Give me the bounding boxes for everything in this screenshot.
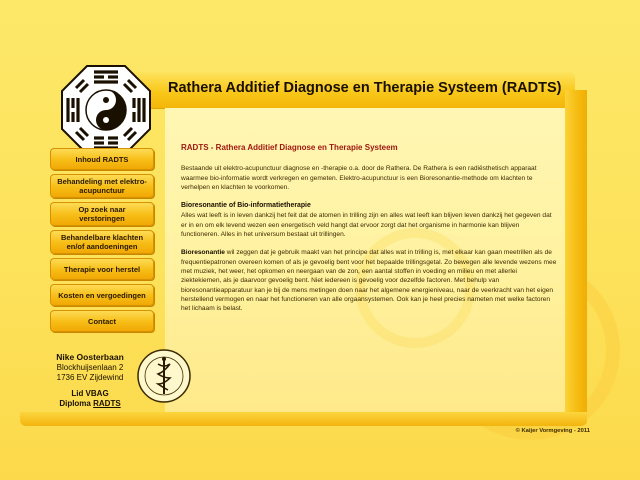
- yin-yang-bagua-icon: [60, 64, 152, 156]
- nav-item-kosten[interactable]: [50, 284, 154, 306]
- diploma-prefix: Diploma: [59, 398, 91, 408]
- nav-item-label: Therapie voor herstel: [63, 264, 141, 274]
- contact-city: 1736 EV Zijdewind: [56, 372, 124, 382]
- footer-credit: © Kaijer Vormgeving - 2011: [515, 428, 590, 434]
- section-heading: Bioresonantie of Bio-informatietherapie: [181, 202, 311, 210]
- bioresonantie-text: wil zeggen dat je gebruik maakt van het principe dat alles wat in trilling is, met elkaar kan gaan meetrillen als de frequentiepatronen overeen komen of als je gevoelig bent voor het bepaalde trillingsgetal. Zo bewegen alle levende wezens mee met muziek, het weer, het opkomen en neergaan van de zon, een aantal stoffen in voeding en milieu en met allerlei ziektekiemen, als je daarvoor gevoelig bent. Niet iedereen is gevoelig voor dezelfde factoren. Met behulp van bioresonantieapparatuur kan je bij de mens metingen doen naar het algemene energieniveau, naar de veerkracht van het eigen herstellend vermogen en naar het functioneren van alle orgaansystemen. Ook kan je heel precies nameten met welke factoren het lichaam is belast.: [181, 249, 557, 313]
- bioresonantie-paragraph: [181, 248, 559, 314]
- bottom-frame-bar: [20, 412, 587, 426]
- nav-item-label: Behandelbare klachten en/of aandoeningen: [60, 233, 144, 251]
- nav-item-behandeling[interactable]: [50, 174, 154, 198]
- contact-membership: Lid VBAG: [71, 388, 109, 398]
- article: [181, 142, 559, 323]
- contact-block: [40, 352, 140, 409]
- article-intro: Bestaande uit elektro-acupunctuur diagnose en -therapie o.a. door de Rathera. De Rathera is een radiësthetisch apparaat waarmee bio-informatie wordt verkregen en gemeten. Elektro-acupunctuur is een Bioresonantie-methode om klachten te verhelpen en klachten te voorkomen.: [181, 165, 537, 192]
- nav-item-label: Behandeling met elektro-acupunctuur: [57, 177, 147, 195]
- page-title: Rathera Additief Diagnose en Therapie Systeem (RADTS): [168, 80, 562, 96]
- nav-item-therapie[interactable]: [50, 258, 154, 280]
- contact-diploma: [40, 399, 140, 409]
- caduceus-badge-icon: [136, 348, 192, 404]
- contact-street: Blockhuijsenlaan 2: [56, 362, 124, 372]
- nav-item-label: Inhoud RADTS: [75, 154, 129, 164]
- nav-item-inhoud-radts[interactable]: [50, 148, 154, 170]
- nav-item-label: Kosten en vergoedingen: [58, 290, 146, 300]
- bioresonantie-term: Bioresonantie: [181, 249, 225, 257]
- right-frame-bar: [565, 90, 587, 425]
- section-text: Alles wat leeft is in leven dankzij het feit dat de atomen in trilling zijn en alles wat leeft kan blijven leven dankzij het gegeven dat er in en om elk levend wezen een energetisch veld hangt dat ervoor zorgt dat het organisme in harmonie kan blijven functioneren. Alles in het universum bestaat uit trillingen.: [181, 212, 552, 238]
- contact-name: Nike Oosterbaan: [56, 352, 124, 362]
- nav-item-klachten[interactable]: [50, 230, 154, 254]
- nav-item-contact[interactable]: [50, 310, 154, 332]
- article-title: RADTS - Rathera Additief Diagnose en Therapie Systeem: [181, 143, 398, 152]
- nav-item-label: Contact: [88, 316, 116, 326]
- diploma-radts-link[interactable]: RADTS: [93, 398, 121, 408]
- nav-item-label: Op zoek naar verstoringen: [78, 205, 126, 223]
- nav-item-verstoringen[interactable]: [50, 202, 154, 226]
